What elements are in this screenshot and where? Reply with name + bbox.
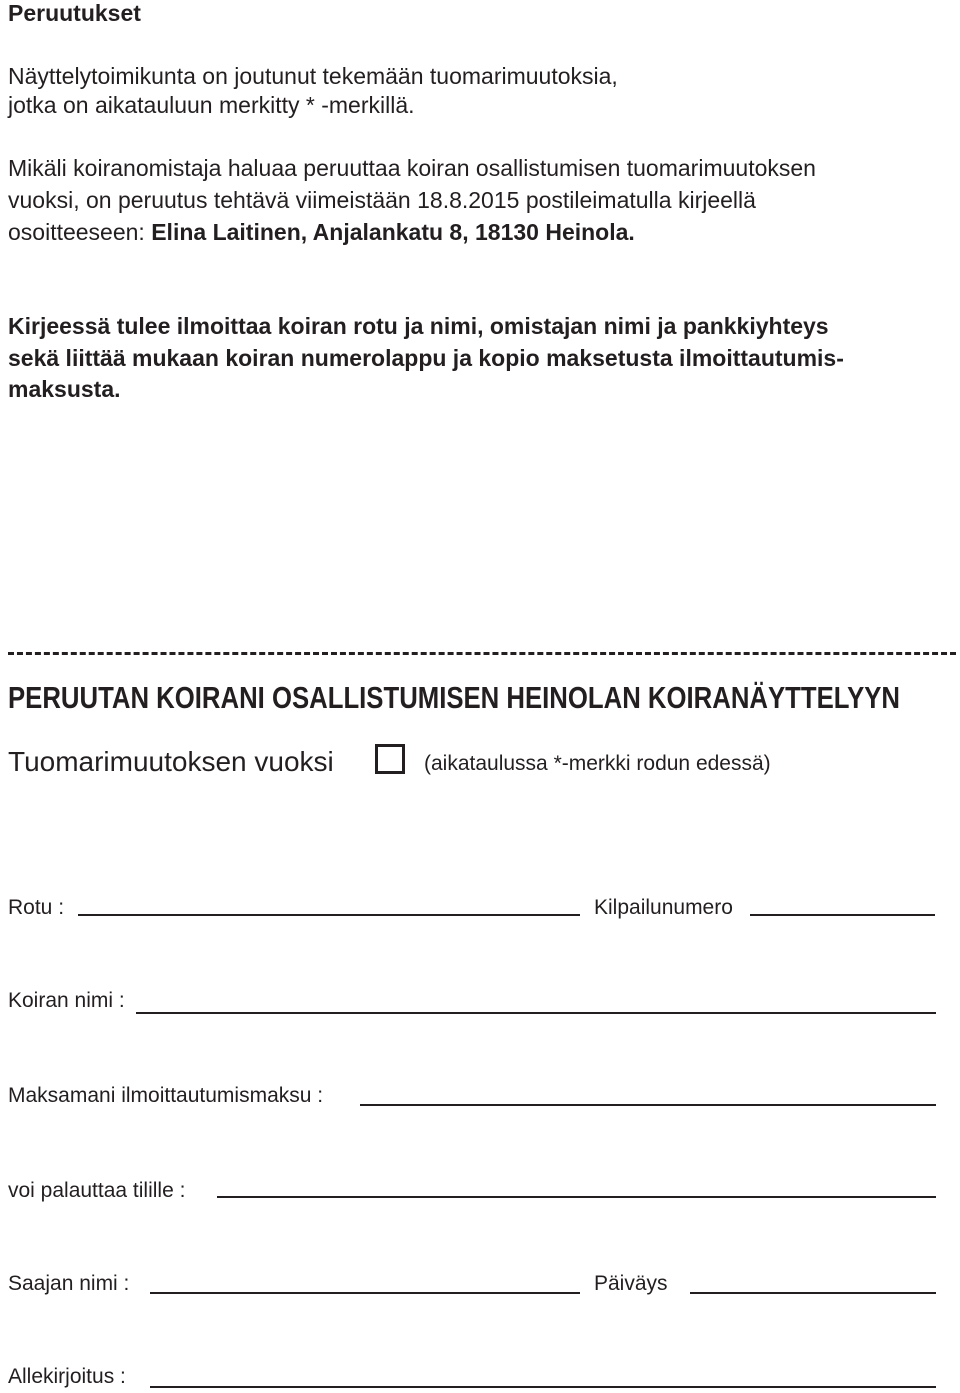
intro-line-2: jotka on aikatauluun merkitty * -merkillä. xyxy=(8,92,415,118)
fee-paid-label: Maksamani ilmoittautumismaksu : xyxy=(8,1084,324,1107)
dog-name-label: Koiran nimi : xyxy=(8,989,125,1012)
refund-account-label: voi palauttaa tilille : xyxy=(8,1179,186,1202)
deadline-line-1: Mikäli koiranomistaja haluaa peruuttaa koiran osallistumisen tuomarimuutoksen xyxy=(8,155,816,181)
competition-number-label: Kilpailunumero xyxy=(594,896,733,919)
instructions-line-1: Kirjeessä tulee ilmoittaa koiran rotu ja nimi, omistajan nimi ja pankkiyhteys xyxy=(8,313,829,339)
deadline-line-3 xyxy=(8,216,635,248)
form-heading: PERUUTAN KOIRANI OSALLISTUMISEN HEINOLAN KOIRANÄYTTELYYN xyxy=(8,680,901,715)
return-address: Elina Laitinen, Anjalankatu 8, 18130 Heinola. xyxy=(151,219,635,245)
instructions-line-2: sekä liittää mukaan koiran numerolappu ja kopio maksetusta ilmoittautumis- xyxy=(8,345,844,371)
instructions-line-3: maksusta. xyxy=(8,376,121,402)
date-field[interactable] xyxy=(690,1292,936,1294)
page-title: Peruutukset xyxy=(8,0,141,26)
intro-line-1: Näyttelytoimikunta on joutunut tekemään tuomarimuutoksia, xyxy=(8,63,618,89)
reason-label: Tuomarimuutoksen vuoksi xyxy=(8,746,334,777)
breed-label: Rotu : xyxy=(8,896,65,919)
recipient-name-label: Saajan nimi : xyxy=(8,1272,130,1295)
competition-number-field[interactable] xyxy=(750,914,935,916)
reason-checkbox[interactable] xyxy=(375,744,405,774)
deadline-prefix: osoitteeseen: xyxy=(8,219,152,245)
signature-field[interactable] xyxy=(150,1386,936,1388)
fee-paid-field[interactable] xyxy=(360,1104,936,1106)
dog-name-field[interactable] xyxy=(136,1012,936,1014)
refund-account-field[interactable] xyxy=(217,1196,936,1198)
reason-note: (aikataulussa *-merkki rodun edessä) xyxy=(424,752,771,775)
date-label: Päiväys xyxy=(594,1272,668,1295)
cut-line xyxy=(8,652,956,655)
breed-field[interactable] xyxy=(78,914,580,916)
deadline-line-2: vuoksi, on peruutus tehtävä viimeistään 18.8.2015 postileimatulla kirjeellä xyxy=(8,187,756,213)
recipient-name-field[interactable] xyxy=(150,1292,580,1294)
signature-label: Allekirjoitus : xyxy=(8,1365,126,1388)
